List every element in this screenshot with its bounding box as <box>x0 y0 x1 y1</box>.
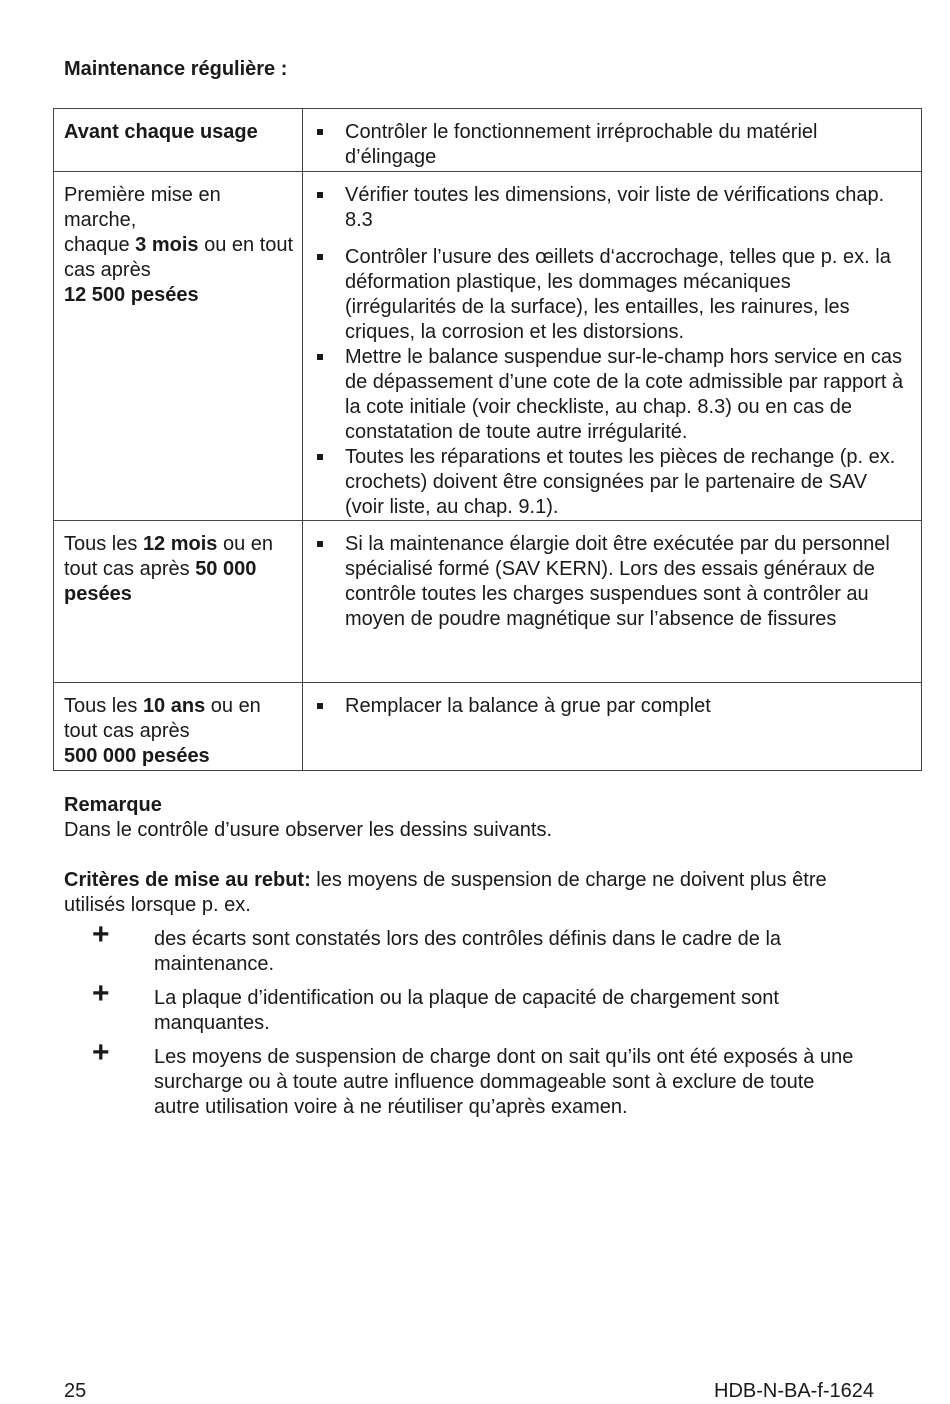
criteria-item-text: Les moyens de suspension de charge dont on sait qu’ils ont été exposés à une surcharge ou à toute autre influence dommageable sont à exclure de toute autre utilisation voire à ne réutiliser qu’après examen. <box>154 1046 854 1118</box>
remark-block <box>64 793 864 843</box>
task-item: Contrôler le fonctionnement irréprochable du matériel d’élingage <box>315 120 907 170</box>
interval-text: 12 500 pesées <box>64 284 199 306</box>
interval-text: 10 ans <box>142 695 206 717</box>
interval-cell <box>54 683 303 771</box>
criteria-item <box>64 918 854 977</box>
criteria-label: Critères de mise au rebut: <box>64 869 311 891</box>
criteria-item-text: La plaque d’identification ou la plaque de capacité de chargement sont manquantes. <box>154 987 779 1034</box>
plus-icon: + <box>92 1036 110 1069</box>
tasks-cell <box>303 683 922 771</box>
criteria-text: les moyens de suspension de charge ne doivent plus être utilisés lorsque p. ex. <box>64 869 827 916</box>
task-item: Si la maintenance élargie doit être exécutée par du personnel spécialisé formé (SAV KERN). Lors des essais généraux de contrôle toutes les charges suspendues sont à contrôler au moyen de poudre magnétique sur l’absence de fissures <box>315 532 907 632</box>
interval-text: ou en tout cas après <box>64 234 294 281</box>
maintenance-table <box>53 108 922 771</box>
interval-text: Première mise en marche, <box>64 184 221 231</box>
plus-icon: + <box>92 977 110 1010</box>
criteria-item-text: des écarts sont constatés lors des contrôles définis dans le cadre de la maintenance. <box>154 928 782 975</box>
interval-cell <box>54 172 303 521</box>
interval-cell <box>54 521 303 683</box>
page-number: 25 <box>64 1380 87 1402</box>
document-code: HDB-N-BA-f-1624 <box>714 1380 875 1402</box>
interval-text: 12 mois <box>142 533 218 555</box>
criteria-item <box>64 977 854 1036</box>
remark-text: Dans le contrôle d’usure observer les dessins suivants. <box>64 819 553 841</box>
table-row <box>54 521 922 683</box>
interval-text: 500 000 pesées <box>64 745 210 767</box>
task-item: Vérifier toutes les dimensions, voir liste de vérifications chap. 8.3 <box>315 183 907 233</box>
interval-cell <box>54 109 303 172</box>
table-row <box>54 172 922 521</box>
interval-text: Tous les <box>64 533 143 555</box>
remark-title: Remarque <box>64 794 162 816</box>
section-heading: Maintenance régulière : <box>64 58 288 80</box>
task-item: Toutes les réparations et toutes les pièces de rechange (p. ex. crochets) doivent être consignées par le partenaire de SAV (voir liste, au chap. 9.1). <box>315 445 907 520</box>
interval-text: ou en tout cas après <box>64 695 261 742</box>
tasks-cell <box>303 172 922 521</box>
table-row <box>54 109 922 172</box>
interval-text: 3 mois <box>135 234 199 256</box>
task-item: Remplacer la balance à grue par complet <box>315 694 907 719</box>
interval-text: ou en tout cas après <box>64 533 274 580</box>
tasks-cell <box>303 109 922 172</box>
table-row <box>54 683 922 771</box>
criteria-item <box>64 1036 854 1120</box>
discard-criteria <box>64 868 884 918</box>
interval-text: 50 000 pesées <box>64 558 257 605</box>
criteria-list <box>64 918 854 1129</box>
interval-text: Avant chaque usage <box>64 121 258 143</box>
tasks-cell <box>303 521 922 683</box>
interval-text: chaque <box>64 234 136 256</box>
interval-text: Tous les <box>64 695 143 717</box>
plus-icon: + <box>92 918 110 951</box>
task-item: Mettre le balance suspendue sur-le-champ hors service en cas de dépassement d’une cote de la cote admissible par rapport à la cote initiale (voir checkliste, au chap. 8.3) ou en cas de constatation de toute autre irrégularité. <box>315 345 907 445</box>
task-item: Contrôler l’usure des œillets d‘accrochage, telles que p. ex. la déformation plastique, les dommages mécaniques (irrégularités de la surface), les entailles, les rainures, les criques, la corrosion et les distorsions. <box>315 245 907 345</box>
